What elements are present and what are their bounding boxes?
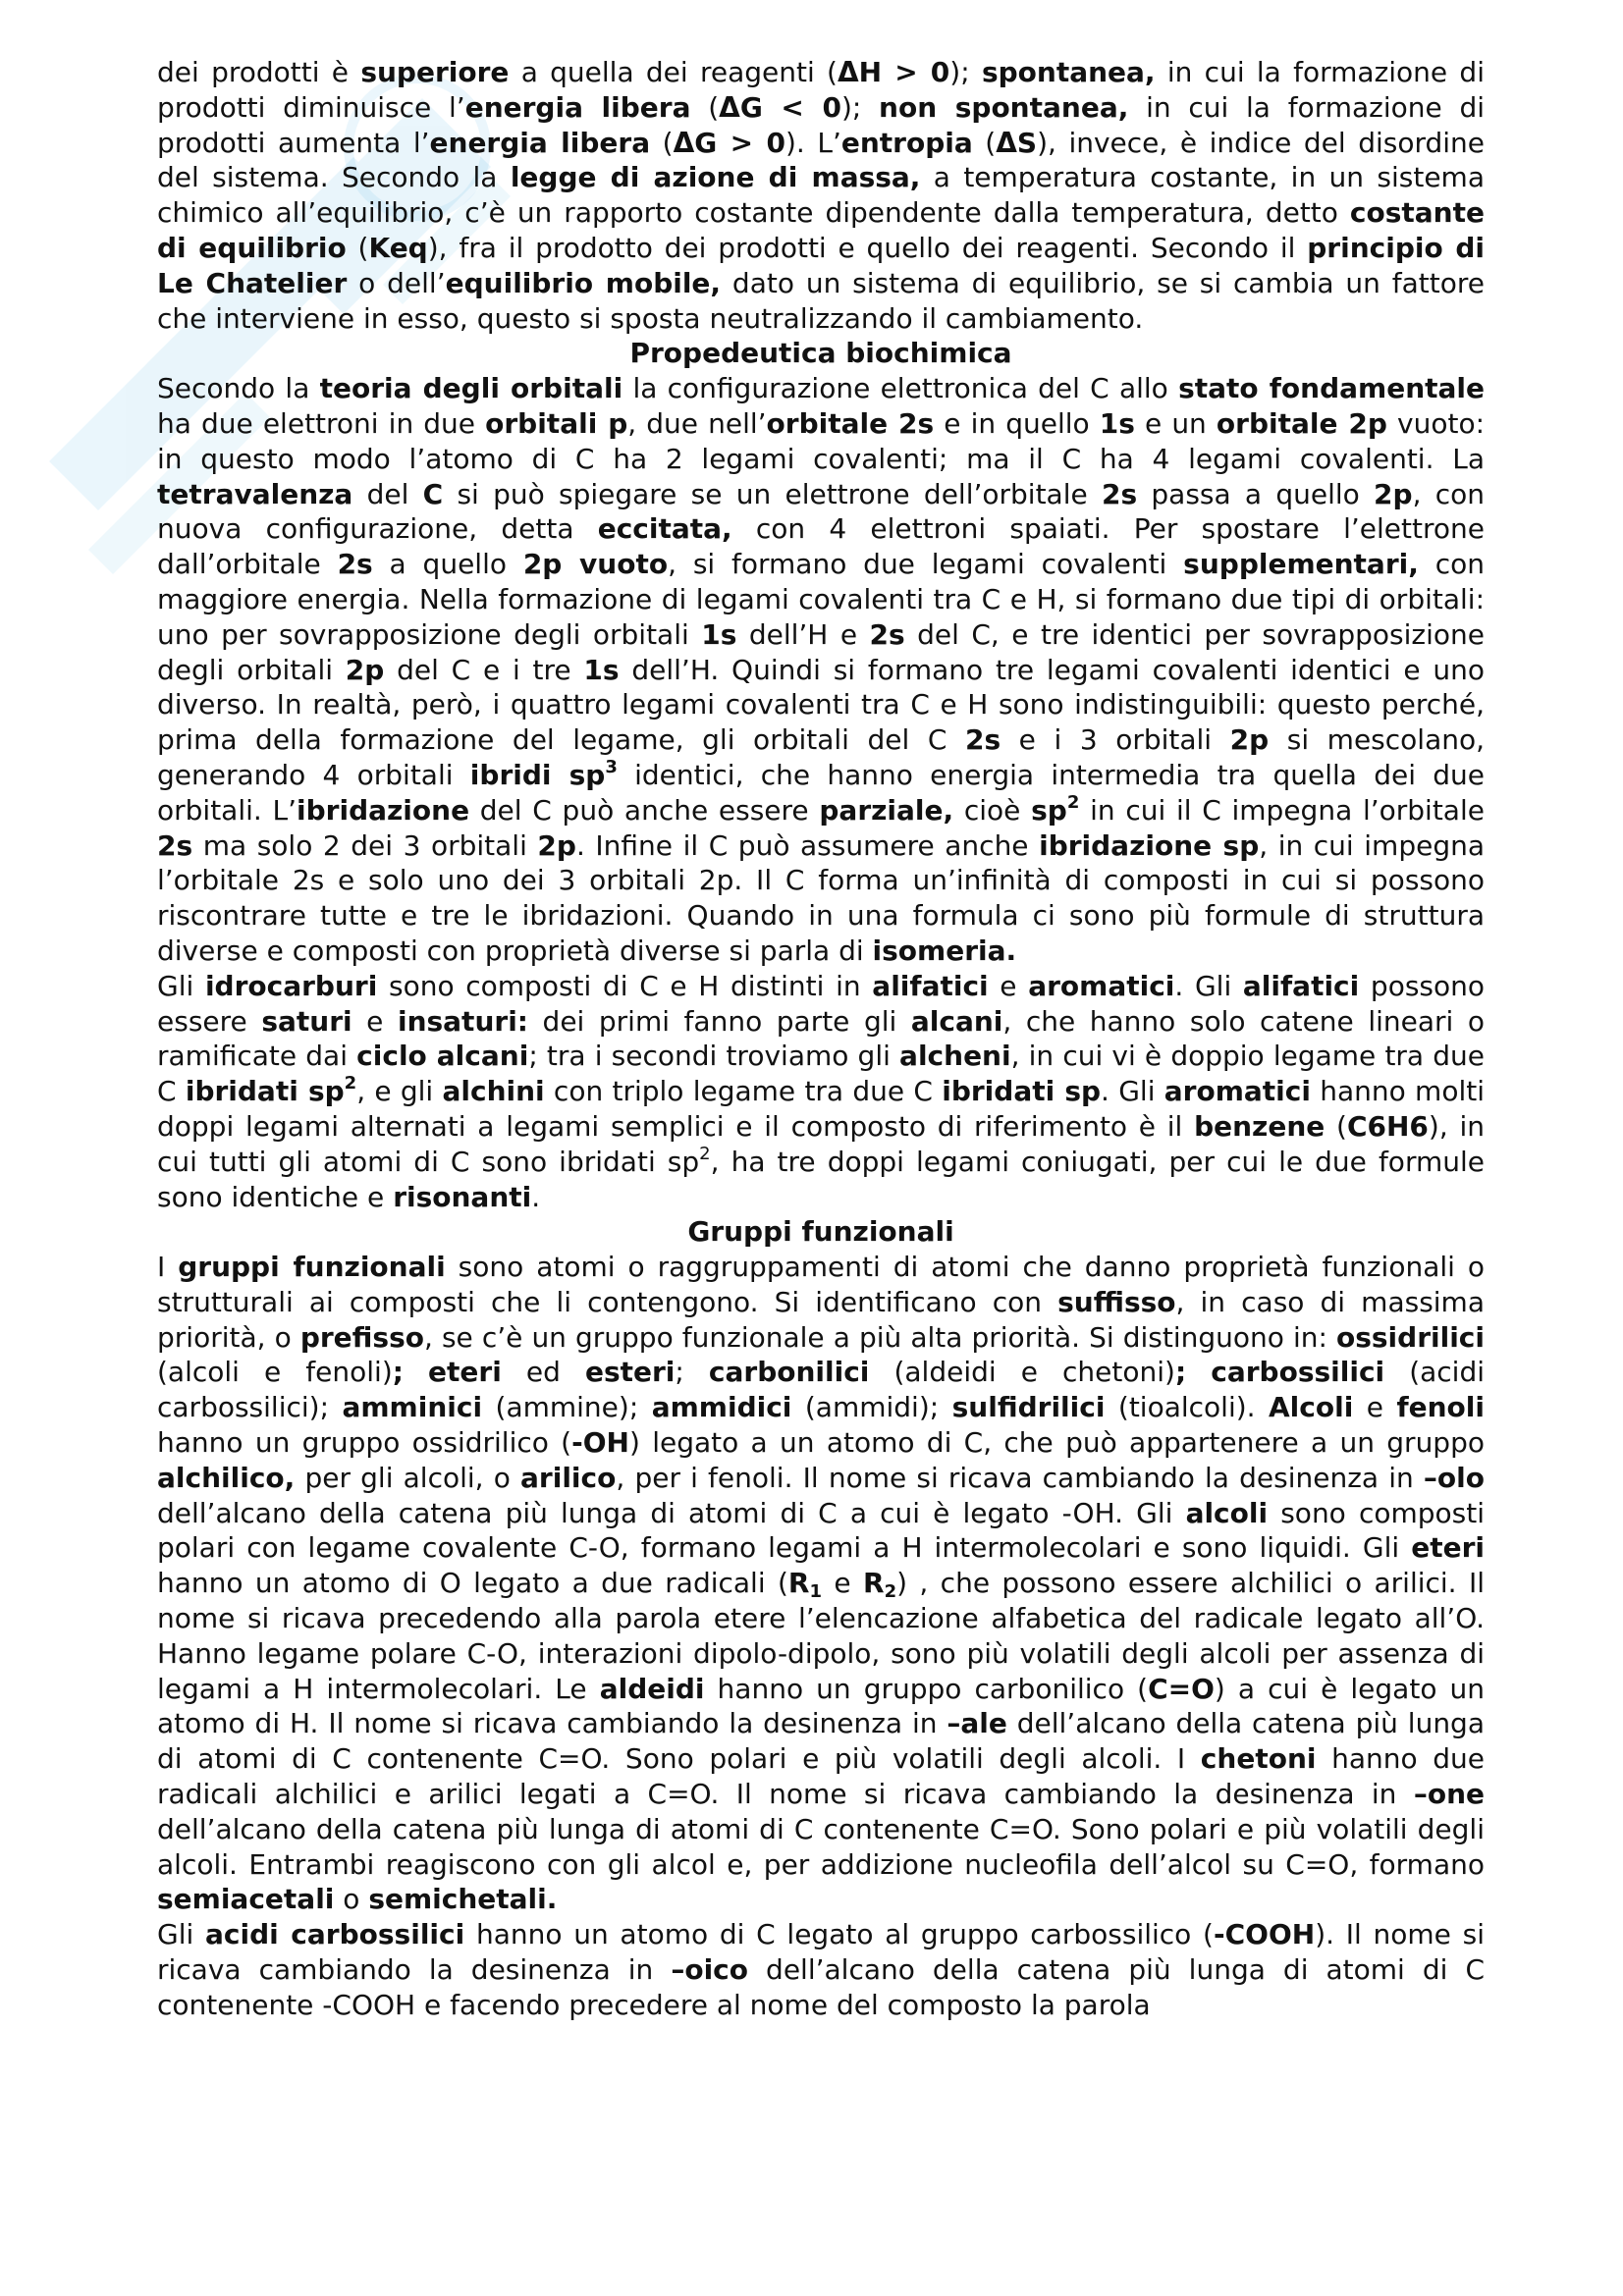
bold-term: Alcoli bbox=[1269, 1391, 1354, 1424]
bold-term: saturi bbox=[261, 1004, 352, 1038]
bold-term: 2p vuoto bbox=[522, 548, 669, 581]
text-run: ); bbox=[840, 90, 880, 124]
text-run: a quella dei reagenti ( bbox=[509, 56, 838, 88]
paragraph bbox=[157, 55, 1485, 336]
bold-term: ΔG > 0 bbox=[673, 126, 785, 159]
bold-term: -COOH bbox=[1213, 1918, 1316, 1951]
bold-term: carbonilici bbox=[708, 1356, 870, 1389]
bold-term: 2p bbox=[1374, 477, 1413, 510]
text-run: del C e i tre bbox=[384, 653, 584, 686]
text-run: , se c’è un gruppo funzionale a più alta priorità. Si distinguono in: bbox=[423, 1320, 1336, 1354]
section-heading: Propedeutica biochimica bbox=[629, 337, 1012, 370]
text-run: ma solo 2 dei 3 orbitali bbox=[192, 828, 538, 862]
text-run: ) a cui è legato un atomo di H. Il nome si ricava cambiando la desinenza in bbox=[157, 1672, 1486, 1740]
text-run: dei primi fanno parte gli bbox=[527, 1004, 911, 1038]
section-heading: Gruppi funzionali bbox=[687, 1215, 954, 1249]
text-run: ( bbox=[650, 126, 674, 159]
bold-term: alcheni bbox=[899, 1040, 1011, 1073]
bold-term: 1 bbox=[809, 1581, 822, 1603]
bold-term: costante di equilibrio bbox=[157, 196, 1485, 264]
bold-term: 1s bbox=[1099, 406, 1135, 440]
text-run: ( bbox=[346, 231, 369, 264]
bold-term: -OH bbox=[571, 1426, 629, 1460]
bold-term: –oico bbox=[671, 1953, 749, 1987]
bold-term: arilico bbox=[520, 1461, 617, 1494]
text-run: hanno due radicali alchilici e arilici legati a C=O. Il nome si ricava cambiando la desinenza in bbox=[157, 1742, 1485, 1811]
paragraph bbox=[157, 371, 1485, 969]
bold-term: 2p bbox=[345, 653, 385, 686]
section-gruppi-funzionali bbox=[157, 1214, 1485, 2022]
bold-term: Keq bbox=[368, 231, 428, 264]
text-run: o bbox=[334, 1883, 369, 1916]
text-run: , in cui impegna l’orbitale 2s e solo uno dei 3 orbitali 2p. Il C forma un’infinità di composti in cui si possono riscontrare tutte e tre le ibridazioni. Quando in una formula ci sono più formule di struttura diverse e composti con proprietà diverse si parla di bbox=[157, 828, 1485, 967]
text-run: dell’alcano della catena più lunga di atomi di C contenente C=O. Sono polari e più volatili degli alcoli. Entrambi reagiscono con gli alcol e, per addizione nucleofila dell’alcol su C=O, formano bbox=[157, 1812, 1485, 1881]
bold-term: 2s bbox=[1101, 477, 1138, 510]
text-run: ( bbox=[972, 126, 997, 159]
text-run: ); bbox=[949, 56, 982, 88]
bold-term: entropia bbox=[840, 126, 973, 159]
bold-term: –one bbox=[1413, 1778, 1485, 1811]
text-run: 2 bbox=[699, 1143, 711, 1164]
text-run: ), in cui tutti gli atomi di C sono ibridati sp bbox=[157, 1109, 1486, 1178]
text-run: e bbox=[1353, 1391, 1397, 1424]
document-body bbox=[157, 55, 1485, 2023]
text-run: , si formano due legami covalenti bbox=[668, 548, 1184, 581]
bold-term: aldeidi bbox=[599, 1672, 705, 1705]
text-run: ( bbox=[690, 90, 720, 124]
section-propedeutica-biochimica bbox=[157, 336, 1485, 1214]
bold-term: amminici bbox=[342, 1391, 483, 1424]
bold-term: 2s bbox=[157, 828, 193, 862]
text-run: sono composti di C e H distinti in bbox=[377, 969, 873, 1002]
text-run: passa a quello bbox=[1137, 477, 1375, 510]
bold-term: sp bbox=[1031, 793, 1067, 827]
text-run: , in cui vi è doppio legame tra due C bbox=[157, 1040, 1486, 1108]
bold-term: aromatici bbox=[1163, 1075, 1311, 1108]
text-run: ha due elettroni in due bbox=[157, 406, 486, 440]
text-run: e un bbox=[1134, 406, 1217, 440]
text-run: hanno un atomo di O legato a due radicali ( bbox=[157, 1567, 788, 1600]
bold-term: semichetali. bbox=[368, 1883, 558, 1916]
bold-term: ; bbox=[392, 1356, 404, 1389]
bold-term: idrocarburi bbox=[204, 969, 378, 1002]
text-run: , che hanno solo catene lineari o ramificate dai bbox=[157, 1004, 1486, 1073]
text-run: del C può anche essere bbox=[469, 793, 820, 827]
bold-term: superiore bbox=[360, 56, 510, 88]
bold-term: parziale, bbox=[819, 793, 954, 827]
bold-term: alchini bbox=[442, 1075, 545, 1108]
bold-term: aromatici bbox=[1028, 969, 1175, 1002]
bold-term: stato fondamentale bbox=[1178, 372, 1486, 405]
bold-term: supplementari, bbox=[1183, 548, 1419, 581]
text-run: ; tra i secondi troviamo gli bbox=[528, 1040, 900, 1073]
text-run: si mescolano, generando 4 orbitali bbox=[157, 723, 1486, 791]
text-run bbox=[1186, 1356, 1211, 1388]
bold-term: alifatici bbox=[1242, 969, 1360, 1002]
bold-term: equilibrio mobile, bbox=[445, 266, 722, 299]
bold-term: prefisso bbox=[299, 1320, 424, 1354]
section-intro bbox=[157, 55, 1485, 336]
bold-term: eteri bbox=[428, 1356, 502, 1389]
text-run: a temperatura costante, in un sistema chimico all’equilibrio, c’è un rapporto costante dipendente dalla temperatura, detto bbox=[157, 161, 1485, 230]
bold-term: R bbox=[863, 1567, 885, 1600]
bold-term: ibridati sp bbox=[942, 1075, 1102, 1108]
text-run: , ha tre doppi legami coniugati, per cui le due formule sono identiche e bbox=[157, 1145, 1485, 1213]
text-run: ). L’ bbox=[784, 126, 841, 159]
bold-term: spontanea, bbox=[981, 56, 1156, 88]
bold-term: ciclo alcani bbox=[356, 1040, 529, 1073]
text-run: in cui la formazione di prodotti aumenta l’ bbox=[157, 90, 1486, 159]
text-run: Gli bbox=[157, 1918, 205, 1951]
bold-term: fenoli bbox=[1396, 1391, 1485, 1424]
text-run: . Gli bbox=[1101, 1075, 1164, 1108]
text-run: ), invece, è indice del disordine del sistema. Secondo la bbox=[157, 126, 1486, 194]
text-run: dell’H e bbox=[736, 617, 870, 651]
text-run: , due nell’ bbox=[627, 406, 767, 440]
bold-term: acidi carbossilici bbox=[205, 1918, 465, 1951]
bold-term: 2s bbox=[964, 723, 1001, 757]
bold-term: eccitata, bbox=[597, 512, 732, 546]
bold-term: insaturi: bbox=[397, 1004, 528, 1038]
text-run: hanno un gruppo carbonilico ( bbox=[704, 1672, 1149, 1705]
text-run: hanno un atomo di C legato al gruppo carbossilico ( bbox=[464, 1918, 1214, 1951]
text-run: dei prodotti è bbox=[157, 56, 361, 88]
bold-term: esteri bbox=[584, 1356, 676, 1389]
bold-term: orbitale 2s bbox=[766, 406, 935, 440]
paragraph bbox=[157, 1917, 1485, 2022]
bold-term: ammidici bbox=[651, 1391, 792, 1424]
text-run: , per i fenoli. Il nome si ricava cambiando la desinenza in bbox=[616, 1461, 1424, 1494]
text-run: . bbox=[531, 1180, 541, 1213]
text-run: o dell’ bbox=[347, 266, 446, 299]
text-run: cioè bbox=[953, 793, 1032, 827]
text-run: in cui la formazione di prodotti diminuisce l’ bbox=[157, 56, 1485, 124]
text-run: per gli alcoli, o bbox=[295, 1461, 521, 1494]
bold-term: –olo bbox=[1423, 1461, 1485, 1494]
bold-term: carbossilici bbox=[1211, 1356, 1385, 1389]
bold-term: 2 bbox=[1066, 791, 1080, 813]
bold-term: ibridazione bbox=[297, 793, 470, 827]
paragraph bbox=[157, 969, 1485, 1215]
text-run: con maggiore energia. Nella formazione di legami covalenti tra C e H, si formano due tipi di orbitali: uno per sovrapposizione degli orbitali bbox=[157, 548, 1485, 651]
text-run: (ammidi); bbox=[791, 1391, 952, 1424]
text-run: Gli bbox=[157, 969, 205, 1002]
bold-term: alifatici bbox=[872, 969, 989, 1002]
text-run: (acidi carbossilici); bbox=[157, 1356, 1486, 1424]
paragraph bbox=[157, 1250, 1485, 1917]
bold-term: 1s bbox=[701, 617, 737, 651]
text-run: e bbox=[352, 1004, 398, 1038]
bold-term: ossidrilici bbox=[1335, 1320, 1485, 1354]
text-run: hanno molti doppi legami alternati a legami semplici e il composto di riferimento è il bbox=[157, 1075, 1485, 1143]
bold-term: 2p bbox=[1229, 723, 1270, 757]
bold-term: 2 bbox=[884, 1581, 897, 1603]
bold-term: orbitali p bbox=[485, 406, 628, 440]
text-run: vuoto: in questo modo l’atomo di C ha 2 legami covalenti; ma il C ha 4 legami covalenti. La bbox=[157, 406, 1486, 475]
text-run: con triplo legame tra due C bbox=[544, 1075, 943, 1108]
text-run: (ammine); bbox=[482, 1391, 652, 1424]
bold-term: alcoli bbox=[1185, 1496, 1269, 1529]
text-run: del bbox=[352, 477, 423, 510]
bold-term: suffisso bbox=[1057, 1285, 1176, 1318]
bold-term: 2s bbox=[869, 617, 905, 651]
bold-term: alcani bbox=[910, 1004, 1003, 1038]
text-run: (aldeidi e chetoni) bbox=[869, 1356, 1175, 1389]
text-run: sono atomi o raggruppamenti di atomi che danno proprietà funzionali o strutturali ai composti che li contengono. Si identificano con bbox=[157, 1251, 1485, 1318]
text-run: e bbox=[988, 969, 1029, 1002]
bold-term: ΔH > 0 bbox=[837, 56, 950, 88]
bold-term: alchilico, bbox=[157, 1461, 296, 1494]
bold-term: 3 bbox=[605, 756, 618, 777]
bold-term: benzene bbox=[1194, 1109, 1325, 1143]
bold-term: legge di azione di massa, bbox=[510, 161, 921, 194]
bold-term: energia libera bbox=[429, 126, 651, 159]
bold-term: isomeria. bbox=[872, 934, 1017, 967]
bold-term: semiacetali bbox=[157, 1883, 335, 1916]
text-run: possono essere bbox=[157, 969, 1486, 1038]
text-run bbox=[404, 1356, 428, 1388]
text-run: (alcoli e fenoli) bbox=[157, 1356, 393, 1389]
bold-term: tetravalenza bbox=[157, 477, 353, 510]
text-run: , e gli bbox=[356, 1075, 443, 1108]
text-run: con 4 elettroni spaiati. Per spostare l’elettrone dall’orbitale bbox=[157, 512, 1485, 581]
text-run: ), fra il prodotto dei prodotti e quello dei reagenti. Secondo il bbox=[427, 231, 1308, 264]
bold-term: 2 bbox=[344, 1073, 357, 1095]
text-run: a quello bbox=[372, 548, 523, 581]
text-run: ) , che possono essere alchilici o arilici. Il nome si ricava precedendo alla parola etere l’elencazione alfabetica del radicale legato all’O. Hanno legame polare C-O, interazioni dipolo-dipolo, sono più volatili degli alcoli per assenza di legami a H intermolecolari. Le bbox=[157, 1567, 1485, 1705]
text-run: si può spiegare se un elettrone dell’orbitale bbox=[443, 477, 1102, 510]
text-run: . Gli bbox=[1174, 969, 1243, 1002]
text-run: e in quello bbox=[934, 406, 1100, 440]
text-run: dell’alcano della catena più lunga di atomi di C contenente -COOH e facendo precedere al nome del composto la parola bbox=[157, 1953, 1485, 2021]
text-run: hanno un gruppo ossidrilico ( bbox=[157, 1426, 572, 1460]
text-run: dato un sistema di equilibrio, se si cambia un fattore che interviene in esso, questo si sposta neutralizzando il cambiamento. bbox=[157, 266, 1485, 335]
text-run: ) legato a un atomo di C, che può appartenere a un gruppo bbox=[628, 1426, 1485, 1460]
text-run: , in caso di massima priorità, o bbox=[157, 1285, 1485, 1354]
text-run: ). Il nome si ricava cambiando la desinenza in bbox=[157, 1918, 1485, 1987]
text-run: . Infine il C può assumere anche bbox=[575, 828, 1040, 862]
bold-term: non spontanea, bbox=[879, 90, 1129, 124]
bold-term: gruppi funzionali bbox=[178, 1251, 446, 1284]
text-run: dell’alcano della catena più lunga di atomi di C a cui è legato -OH. Gli bbox=[157, 1496, 1186, 1529]
text-run: Secondo la bbox=[157, 372, 320, 405]
text-run: identici, che hanno energia intermedia tra quella dei due orbitali. L’ bbox=[157, 758, 1485, 827]
bold-term: principio di Le Chatelier bbox=[157, 231, 1486, 299]
text-run: sono composti polari con legame covalente C-O, formano legami a H intermolecolari e sono liquidi. Gli bbox=[157, 1496, 1485, 1565]
text-run: ( bbox=[1325, 1109, 1347, 1143]
text-run: e i 3 orbitali bbox=[1001, 723, 1230, 757]
text-run: dell’alcano della catena più lunga di atomi di C contenente C=O. Sono polari e più volatili degli alcoli. I bbox=[157, 1707, 1485, 1776]
text-run: (tioalcoli). bbox=[1105, 1391, 1270, 1424]
bold-term: 2p bbox=[537, 828, 576, 862]
bold-term: sulfidrilici bbox=[951, 1391, 1106, 1424]
bold-term: ibridati sp bbox=[185, 1075, 345, 1108]
bold-term: energia libera bbox=[464, 90, 691, 124]
bold-term: ; bbox=[1174, 1356, 1187, 1389]
bold-term: C=O bbox=[1148, 1672, 1215, 1705]
text-run: ; bbox=[675, 1356, 709, 1389]
text-run: ed bbox=[501, 1356, 585, 1389]
bold-term: ibridi sp bbox=[469, 758, 606, 791]
bold-term: orbitale 2p bbox=[1216, 406, 1387, 440]
bold-term: –ale bbox=[947, 1707, 1007, 1740]
bold-term: ΔG < 0 bbox=[719, 90, 841, 124]
bold-term: R bbox=[787, 1567, 810, 1600]
bold-term: C6H6 bbox=[1346, 1109, 1429, 1143]
text-run: la configurazione elettronica del C allo bbox=[622, 372, 1179, 405]
bold-term: eteri bbox=[1411, 1531, 1485, 1565]
text-run: dell’H. Quindi si formano tre legami covalenti identici e uno diverso. In realtà, però, i quattro legami covalenti tra C e H sono indistinguibili: questo perché, prima della formazione del legame, gli orbitali del C bbox=[157, 653, 1485, 757]
bold-term: teoria degli orbitali bbox=[319, 372, 623, 405]
bold-term: risonanti bbox=[393, 1180, 532, 1213]
bold-term: ibridazione sp bbox=[1039, 828, 1260, 862]
text-run: , con nuova configurazione, detta bbox=[157, 477, 1485, 546]
bold-term: C bbox=[422, 477, 444, 510]
text-run: I bbox=[157, 1251, 179, 1284]
bold-term: 1s bbox=[583, 653, 620, 686]
bold-term: ΔS bbox=[996, 126, 1038, 159]
text-run: in cui il C impegna l’orbitale bbox=[1079, 793, 1485, 827]
text-run: e bbox=[822, 1567, 863, 1600]
text-run: del C, e tre identici per sovrapposizione degli orbitali bbox=[157, 617, 1485, 686]
bold-term: 2s bbox=[337, 548, 373, 581]
bold-term: chetoni bbox=[1200, 1742, 1317, 1776]
